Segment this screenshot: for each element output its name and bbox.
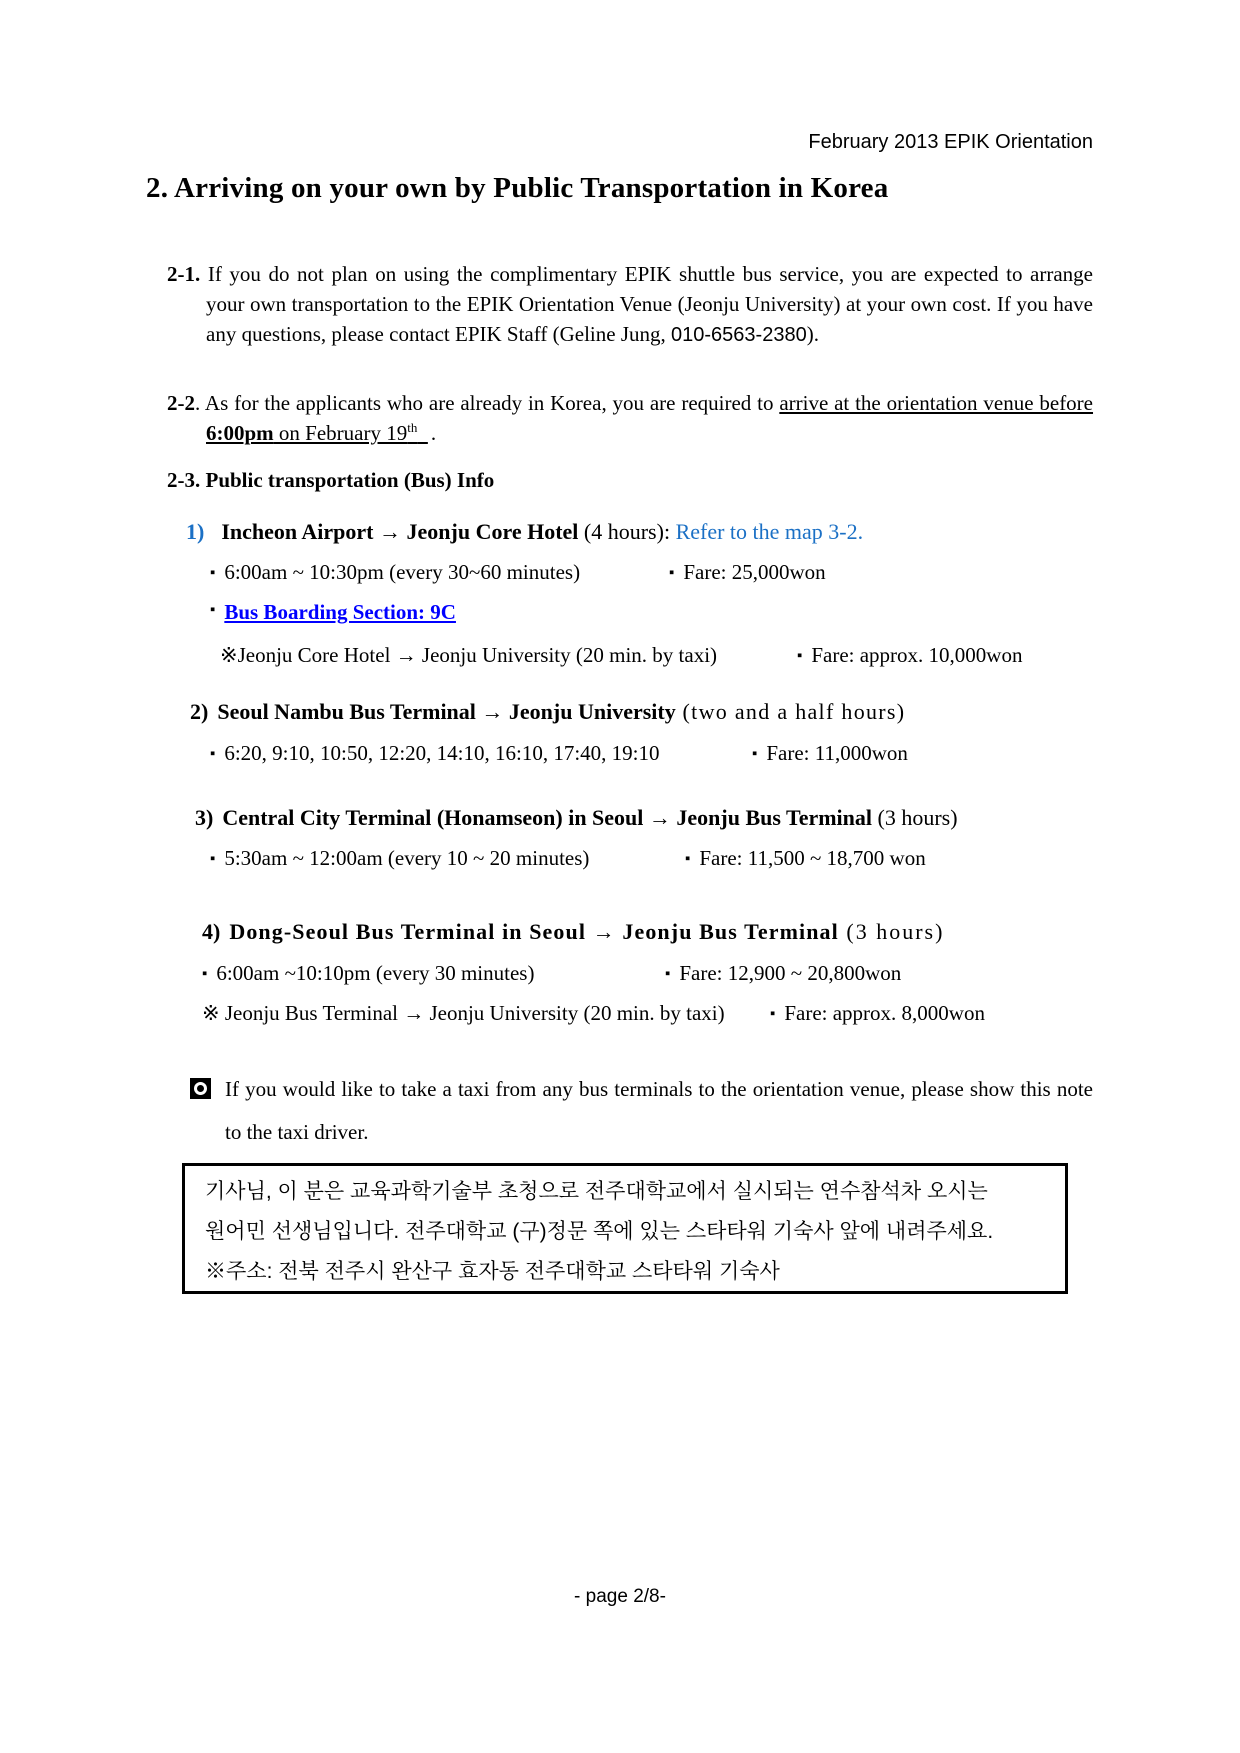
route-4-name: Dong-Seoul Bus Terminal in Seoul → Jeonju Bus Terminal: [229, 919, 839, 944]
paragraph-2-1-label: 2-1.: [167, 262, 208, 286]
route-4-taxi-fare-text: Fare: approx. 8,000won: [784, 1001, 985, 1025]
bullet-icon: ▪: [210, 602, 216, 618]
route-4-fare: [665, 958, 901, 991]
route-4-heading: [202, 917, 944, 947]
taxi-notice-text: If you would like to take a taxi from any bus terminals to the orientation venue, please show this note to the taxi driver.: [225, 1077, 1093, 1144]
route-4-taxi-row: [202, 998, 985, 1031]
route-2-schedule-row: [210, 738, 908, 771]
bullet-icon: ▪: [210, 565, 216, 581]
sentence-period: .: [430, 421, 437, 445]
route-1-taxi-fare: [797, 640, 1022, 673]
route-2-heading: [190, 697, 905, 727]
route-1-schedule-row: [210, 557, 826, 590]
route-1-duration: (4 hours):: [578, 519, 676, 544]
route-4-schedule-row: [202, 958, 901, 991]
route-1-taxi-fare-text: Fare: approx. 10,000won: [811, 643, 1023, 667]
bullet-icon: ▪: [669, 565, 675, 581]
route-3-duration: (3 hours): [872, 805, 958, 830]
paragraph-2-1-text: If you do not plan on using the complimentary EPIK shuttle bus service, you are expected to arrange your own transportation to the EPIK Orientation Venue (Jeonju University) at your own cost. If you have any questions, please contact EPIK Staff (Geline Jung,: [206, 262, 1093, 346]
route-1-boarding-row: [210, 597, 456, 627]
ordinal-suffix: th: [407, 420, 418, 435]
bullet-icon: ▪: [797, 648, 803, 664]
section-2-3-heading: 2-3. Public transportation (Bus) Info: [167, 468, 495, 492]
inverse-circle-bullet-icon: [190, 1078, 211, 1099]
route-1-schedule: [210, 557, 669, 590]
paragraph-2-2: [167, 388, 1093, 448]
taxi-notice: [190, 1068, 1093, 1154]
bullet-icon: ▪: [752, 746, 758, 762]
page-title: 2. Arriving on your own by Public Transportation in Korea: [146, 172, 889, 204]
page-number: - page 2/8-: [574, 1586, 666, 1607]
route-4-schedule-text: 6:00am ~10:10pm (every 30 minutes): [216, 961, 535, 985]
paragraph-2-2-label: 2-2: [167, 391, 195, 415]
bullet-icon: ▪: [685, 851, 691, 867]
route-4-number: 4): [202, 919, 221, 944]
paragraph-2-1: [167, 259, 1093, 350]
bullet-icon: ▪: [770, 1006, 776, 1022]
route-1-schedule-text: 6:00am ~ 10:30pm (every 30~60 minutes): [224, 560, 581, 584]
paragraph-2-2-lead: . As for the applicants who are already in Korea, you are required to: [195, 391, 780, 415]
route-1-taxi-note: ※Jeonju Core Hotel → Jeonju University (20 min. by taxi): [220, 643, 718, 667]
route-2-duration: (two and a half hours): [675, 699, 906, 724]
route-3-heading: [195, 803, 958, 833]
bullet-icon: ▪: [665, 966, 671, 982]
route-1-map-link[interactable]: Refer to the map 3-2.: [675, 519, 864, 544]
route-2-fare-text: Fare: 11,000won: [766, 741, 908, 765]
route-2-schedule: [210, 738, 752, 771]
route-2-schedule-text: 6:20, 9:10, 10:50, 12:20, 14:10, 16:10, 17:40, 19:10: [224, 741, 660, 765]
route-1-fare-text: Fare: 25,000won: [683, 560, 826, 584]
route-4-duration: (3 hours): [838, 919, 945, 944]
route-3-name: Central City Terminal (Honamseon) in Seoul → Jeonju Bus Terminal: [222, 805, 873, 830]
route-4-schedule: [202, 958, 665, 991]
route-1-fare: [669, 557, 826, 590]
route-3-fare: [685, 843, 926, 876]
route-2-fare: [752, 738, 908, 771]
route-1-name: Incheon Airport → Jeonju Core Hotel: [221, 519, 579, 544]
deadline-time: 6:00pm: [206, 421, 274, 445]
korean-note-line-3: ※주소: 전북 전주시 완산구 효자동 전주대학교 스타타워 기숙사: [205, 1260, 780, 1283]
route-4-taxi-note: ※ Jeonju Bus Terminal → Jeonju University (20 min. by taxi): [202, 1001, 725, 1025]
korean-note-line-1: 기사님, 이 분은 교육과학기술부 초청으로 전주대학교에서 실시되는 연수참석차 오시는: [205, 1180, 988, 1203]
route-3-schedule: [210, 843, 685, 876]
page-header: February 2013 EPIK Orientation: [808, 131, 1093, 153]
paragraph-2-1-close: ).: [806, 322, 819, 346]
route-1-heading: [186, 517, 863, 547]
korean-taxi-note-box: [182, 1163, 1068, 1294]
route-4-fare-text: Fare: 12,900 ~ 20,800won: [679, 961, 902, 985]
bullet-icon: ▪: [210, 851, 216, 867]
route-1-number: 1): [186, 519, 205, 544]
route-3-fare-text: Fare: 11,500 ~ 18,700 won: [699, 846, 926, 870]
route-1-taxi-row: [220, 640, 1022, 673]
route-3-schedule-text: 5:30am ~ 12:00am (every 10 ~ 20 minutes): [224, 846, 590, 870]
bullet-icon: ▪: [202, 966, 208, 982]
route-3-schedule-row: [210, 843, 926, 876]
phone-number: 010-6563-2380: [671, 324, 807, 346]
bullet-icon: ▪: [210, 746, 216, 762]
route-4-taxi-fare: [770, 998, 985, 1031]
route-2-name: Seoul Nambu Bus Terminal → Jeonju University: [217, 699, 676, 724]
underline-part-a: arrive at the orientation venue before: [779, 391, 1094, 415]
korean-note-line-2: 원어민 선생님입니다. 전주대학교 (구)정문 쪽에 있는 스타타워 기숙사 앞에 내려주세요.: [205, 1220, 994, 1243]
route-2-number: 2): [190, 699, 209, 724]
underline-part-b: on February 19: [273, 421, 408, 445]
route-3-number: 3): [195, 805, 214, 830]
bus-boarding-section-link[interactable]: Bus Boarding Section: 9C: [224, 600, 456, 624]
